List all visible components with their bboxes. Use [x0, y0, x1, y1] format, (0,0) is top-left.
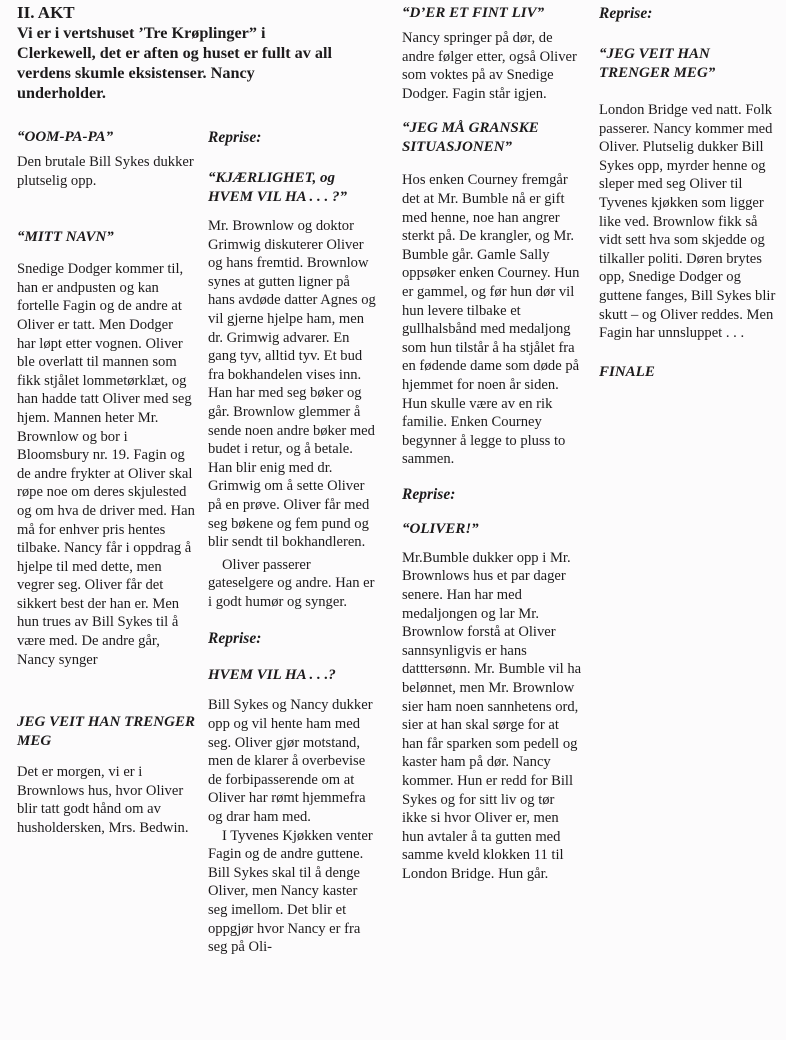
song-text-mitt-navn: Snedige Dodger kommer til, han er andpusten og kan fortelle Fagin og de andre at Oliver er tatt. Men Dodger har løpt etter vognen. Oliver ble overlatt til mannen som fikk stjålet lommetørklæt, og han hadde tatt Oliver med seg hjem. Mannen heter Mr. Brownlow og bor i Bloomsbury nr. 19. Fagin og de andre frykter at Oliver skal røpe noe om deres skjulested og om hva de driver med. Han må for enhver pris hentes tilbake. Nancy får i oppdrag å hjelpe til med dette, men vegrer seg. Oliver får det sikkert best der han er. Men hun trues av Bill Sykes til å være med. De andre går, Nancy synger: [17, 261, 195, 668]
column-3: [402, 0, 582, 884]
song-text-der-et-fint-liv: Nancy springer på dør, de andre følger etter, også Oliver som voktes på av Snedige Dodger. Fagin står igjen.: [402, 30, 577, 102]
song-text-kjaerlighet: Mr. Brownlow og doktor Grimwig diskuterer Oliver og hans fremtid. Brownlow synes at gutten ligner på hans avdøde datter Agnes og vil gjerne hjelpe ham, men dr. Grimwig advarer. En gang tyv, alltid tyv. Et bud fra bokhandelen vises inn. Han har med seg bøker og går. Brownlow glemmer å sende noen andre bøker med budet i retur, og å betale. Han blir enig med dr. Grimwig om å sette Oliver på en prøve. Oliver får med seg bøkene og fem pund og blir sendt til bokhandleren.: [208, 218, 376, 551]
song-text-oliver: Mr.Bumble dukker opp i Mr. Brownlows hus et par dager senere. Han har med medaljongen og lar Mr. Brownlow forstå at Oliver sannsynligvis er hans datttersønn. Mr. Bumble vil ha belønnet, men Mr. Brownlow sier ham noen sannhetens ord, sier at han skal sørge for at han får sparken som pedell og kaster ham på dør. Nancy kommer. Hun er redd for Bill Sykes og for sitt liv og tør ikke si hvor Oliver er, men hun avtaler å ta gutten med samme kveld klokken 11 til London Bridge. Hun går.: [402, 549, 582, 882]
song-text-jeg-veit: Det er morgen, vi er i Brownlows hus, hvor Oliver blir tatt godt hånd om av husholdersken, Mrs. Bedwin.: [17, 764, 189, 837]
song-title-oom-pa-pa: “OOM-PA-PA”: [17, 129, 114, 145]
song-title-mitt-navn: “MITT NAVN”: [17, 229, 114, 246]
act-heading: II. AKT: [17, 3, 75, 22]
song-text-jeg-veit-reprise: London Bridge ved natt. Folk passerer. Nancy kommer med Oliver. Plutselig dukker Bill Sykes opp, myrder henne og sleper med seg Oliver til Tyvenes kjøkken som ligger like ved. Brownlow fikk så vidt sett hva som skjedde og tilkaller politi. Døren brytes opp, Snedige Dodger og guttene fanges, Bill Sykes blir skutt – og Oliver reddes. Men Fagin har unnsluppet . . .: [599, 102, 776, 342]
column-2: [208, 118, 380, 957]
song-title-kjaerlighet: “KJÆRLIGHET, og HVEM VIL HA . . . ?”: [208, 170, 348, 205]
finale-title: FINALE: [599, 363, 655, 380]
song-title-der-et-fint-liv: “D’ER ET FINT LIV”: [402, 5, 545, 21]
song-title-jeg-maa-granske: “JEG MÅ GRANSKE SITUASJONEN”: [402, 120, 539, 156]
song-text-hvem-vil-ha: Bill Sykes og Nancy dukker opp og vil hente ham med seg. Oliver gjør motstand, men de klarer å overbevise de forbipasserende om at Oliver har rømt hjemmefra og drar ham med.: [208, 697, 373, 826]
reprise-label: Reprise:: [208, 630, 262, 648]
song-text-kjaerlighet-2: Oliver passerer gateselgere og andre. Han er i godt humør og synger.: [208, 556, 375, 610]
song-title-jeg-veit: JEG VEIT HAN TRENGER MEG: [17, 714, 195, 750]
reprise-label: Reprise:: [402, 485, 456, 503]
column-1: [17, 118, 195, 838]
song-text-hvem-vil-ha-2: I Tyvenes Kjøkken venter Fagin og de andre guttene. Bill Sykes skal til å denge Oliver, men Nancy kaster seg imellom. Det blir et oppgjør hvor Nancy er fra seg på Oli-: [208, 827, 373, 956]
song-title-hvem-vil-ha: HVEM VIL HA . . .?: [208, 667, 336, 684]
act-header: [17, 0, 333, 103]
column-4: [599, 0, 781, 382]
song-title-jeg-veit-reprise: “JEG VEIT HAN TRENGER MEG”: [599, 46, 716, 81]
act-intro: Vi er i vertshuset ’Tre Krøplinger” i Clerkewell, det er aften og huset er fullt av all verdens skumle eksistenser. Nancy underholder.: [17, 24, 332, 102]
reprise-label: Reprise:: [599, 5, 653, 22]
song-text-oom-pa-pa: Den brutale Bill Sykes dukker plutselig opp.: [17, 154, 194, 189]
reprise-label: Reprise:: [208, 129, 262, 146]
song-text-jeg-maa-granske: Hos enken Courney fremgår det at Mr. Bumble nå er gift med henne, noe han angrer sterkt på. De krangler, og Mr. Bumble går. Gamle Sally oppsøker enken Courney. Hun er gammel, og før hun dør vil hun levere tilbake et gullhalsbånd med medaljong som hun tilstår å ha stjålet fra en fødende dame som døde på hjemmet for noen år siden. Hun skulle være av en rik familie. Enken Courney begynner å legge to pluss to sammen.: [402, 172, 580, 468]
song-title-oliver: “OLIVER!”: [402, 520, 479, 537]
